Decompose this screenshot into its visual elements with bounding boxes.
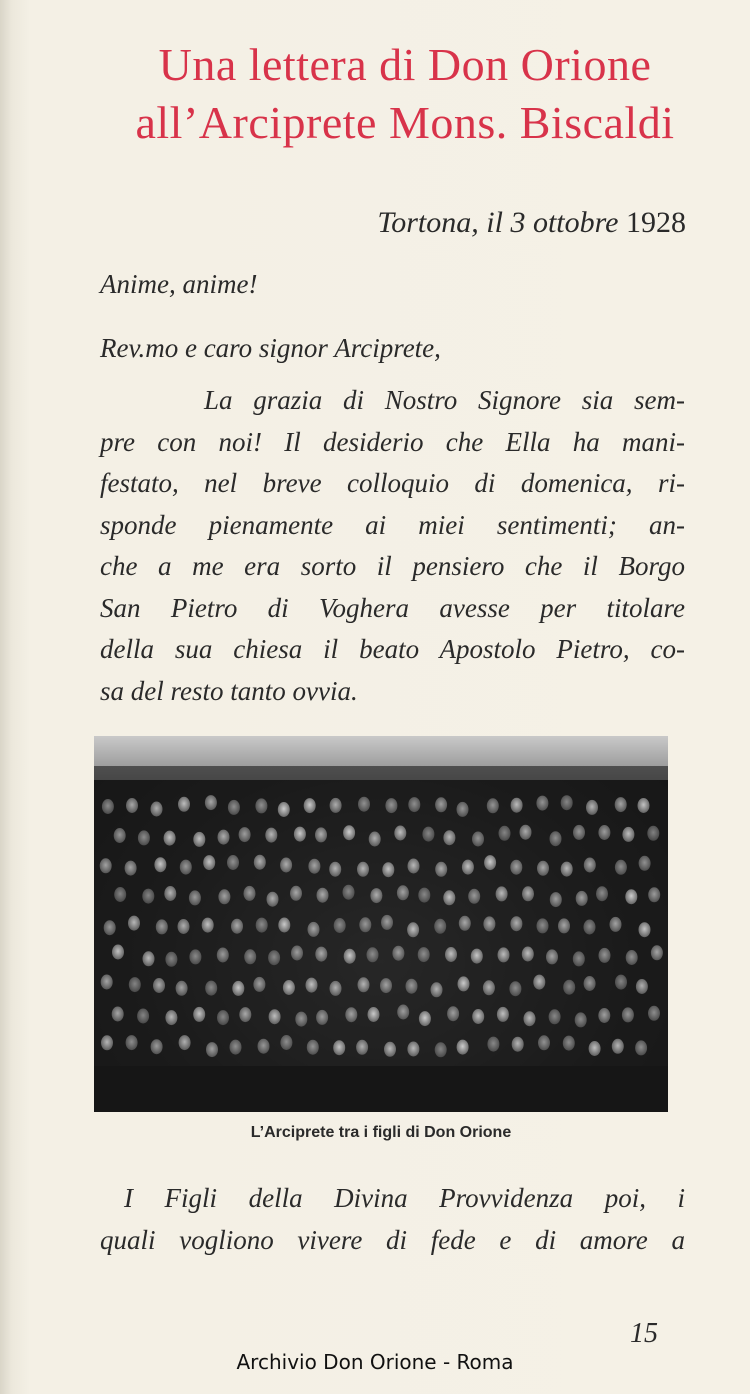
photo-face (536, 796, 548, 811)
photo-face (151, 802, 163, 817)
photo-face (586, 800, 598, 815)
photo-face (114, 828, 126, 843)
photo-face (443, 890, 455, 905)
photo-face (445, 947, 457, 962)
photo-face (306, 978, 318, 993)
photo-face (370, 888, 382, 903)
photo-face (278, 918, 290, 933)
photo-face (563, 1036, 575, 1051)
photo-face (422, 827, 434, 842)
photo-face (407, 922, 419, 937)
photo-face (511, 798, 523, 813)
photo-face (435, 797, 447, 812)
photo-face (538, 1035, 550, 1050)
photo-face (368, 1007, 380, 1022)
photo-face (447, 1006, 459, 1021)
photo-face (176, 981, 188, 996)
paragraph-line: della sua chiesa il beato Apostolo Pietro, co- (100, 634, 685, 664)
photo-face (487, 1037, 499, 1052)
photo-face (622, 827, 634, 842)
photo-face (471, 949, 483, 964)
photo-face (178, 919, 190, 934)
photo-face (612, 1039, 624, 1054)
photo-face (330, 798, 342, 813)
photo-face (269, 1009, 281, 1024)
paragraph-line: sponde pienamente ai miei sentimenti; an- (100, 509, 685, 540)
photo-face (561, 862, 573, 877)
paragraph-line: La grazia di Nostro Signore sia sem- (204, 385, 685, 415)
paragraph-line: I Figli della Divina Provvidenza poi, i (124, 1183, 685, 1213)
photo-face (280, 1035, 292, 1050)
photo-face (280, 858, 292, 873)
photo-face (268, 950, 280, 965)
photo-face (128, 916, 140, 931)
photo-face (459, 916, 471, 931)
photo-face (496, 886, 508, 901)
photo-face (112, 945, 124, 960)
photo-face (472, 1009, 484, 1024)
photo-face (537, 918, 549, 933)
photo-face (647, 826, 659, 841)
photo-face (599, 948, 611, 963)
photo-face (178, 797, 190, 812)
photo-face (610, 917, 622, 932)
photo-face (308, 859, 320, 874)
photo-face (367, 947, 379, 962)
photo-crowd-illustration (94, 736, 668, 1112)
photo-face (510, 860, 522, 875)
photo-face (205, 795, 217, 810)
photo-face (549, 1009, 561, 1024)
photo-face (333, 1040, 345, 1055)
photo-face (343, 825, 355, 840)
photo-face (636, 979, 648, 994)
photo-face (256, 918, 268, 933)
photo-face (189, 890, 201, 905)
photo-face (193, 832, 205, 847)
photo-face (418, 947, 430, 962)
photo-face (462, 860, 474, 875)
photo-face (394, 826, 406, 841)
photo-face (639, 856, 651, 871)
photo-face (143, 951, 155, 966)
photo-face (546, 949, 558, 964)
photo-face (499, 826, 511, 841)
photo-face (180, 860, 192, 875)
page-title (60, 36, 750, 152)
photo-face (648, 1006, 660, 1021)
photo-face (651, 945, 663, 960)
photo-face (407, 1042, 419, 1057)
photo-face (589, 1041, 601, 1056)
photo-face (584, 858, 596, 873)
photo-face (639, 922, 651, 937)
photo-face (156, 919, 168, 934)
photo-face (408, 797, 420, 812)
photo-face (290, 886, 302, 901)
photo-face (550, 892, 562, 907)
photo-face (283, 980, 295, 995)
photo-face (468, 889, 480, 904)
group-photo (94, 736, 668, 1112)
photo-face (205, 981, 217, 996)
photo-face (217, 948, 229, 963)
photo-face (384, 1042, 396, 1057)
photo-face (625, 889, 637, 904)
photo-face (258, 1039, 270, 1054)
title-line-2: all’Arciprete Mons. Biscaldi (135, 97, 675, 148)
photo-face (217, 1010, 229, 1025)
photo-face (189, 949, 201, 964)
photo-face (230, 1040, 242, 1055)
photo-face (330, 981, 342, 996)
photo-face (244, 949, 256, 964)
photo-face (295, 1012, 307, 1027)
photo-face (291, 946, 303, 961)
photo-face (142, 889, 154, 904)
paragraph-line: quali vogliono vivere di fede e di amore a (100, 1224, 685, 1255)
photo-face (317, 888, 329, 903)
photo-face (406, 979, 418, 994)
salutation-motto: Anime, anime! (100, 269, 258, 299)
photo-face (244, 886, 256, 901)
photo-face (584, 976, 596, 991)
photo-face (265, 828, 277, 843)
title-line-1: Una lettera di Don Orione (158, 39, 652, 90)
photo-face (510, 916, 522, 931)
photo-face (129, 977, 141, 992)
photo-face (573, 825, 585, 840)
photo-face (385, 798, 397, 813)
photo-face (253, 977, 265, 992)
photo-face (154, 857, 166, 872)
photo-face (369, 832, 381, 847)
photo-face (435, 1042, 447, 1057)
photo-face (356, 1040, 368, 1055)
photo-face (472, 832, 484, 847)
photo-face (357, 862, 369, 877)
photo-face (418, 888, 430, 903)
photo-face (558, 918, 570, 933)
photo-face (239, 1007, 251, 1022)
page-number: 15 (630, 1318, 658, 1349)
photo-face (304, 798, 316, 813)
photo-face (596, 886, 608, 901)
photo-face (382, 862, 394, 877)
photo-face (397, 885, 409, 900)
paragraph-line: sa del resto tanto ovvia. (100, 675, 358, 706)
dateline-place-date: Tortona, il 3 ottobre (377, 206, 619, 239)
photo-face (255, 798, 267, 813)
photo-face (315, 947, 327, 962)
photo-face (498, 947, 510, 962)
photo-face (203, 855, 215, 870)
photo-face (278, 802, 290, 817)
photo-face (622, 1007, 634, 1022)
photo-face (575, 1012, 587, 1027)
photo-face (408, 859, 420, 874)
photo-face (435, 862, 447, 877)
photo-face (218, 830, 230, 845)
photo-face (487, 798, 499, 813)
photo-face (125, 861, 137, 876)
photo-face (533, 975, 545, 990)
photo-face (231, 919, 243, 934)
photo-face (315, 827, 327, 842)
photo-face (193, 1007, 205, 1022)
photo-face (615, 860, 627, 875)
photo-face (126, 1035, 138, 1050)
photo-face (615, 975, 627, 990)
photo-face (112, 1007, 124, 1022)
photo-face (334, 918, 346, 933)
photo-face (126, 798, 138, 813)
photo-face (458, 976, 470, 991)
photo-face (509, 981, 521, 996)
photo-face (239, 827, 251, 842)
photo-face (584, 920, 596, 935)
photo-face (138, 830, 150, 845)
photo-face (358, 977, 370, 992)
photo-face (101, 1035, 113, 1050)
dateline-year: 1928 (626, 206, 686, 239)
photo-face (345, 1007, 357, 1022)
photo-face (598, 825, 610, 840)
paragraph-line: San Pietro di Voghera avesse per titolare (100, 592, 685, 623)
photo-face (164, 886, 176, 901)
paragraph-1 (100, 380, 685, 712)
photo-face (457, 802, 469, 817)
photo-face (165, 1010, 177, 1025)
photo-face (397, 1005, 409, 1020)
photo-face (484, 855, 496, 870)
photo-face (267, 892, 279, 907)
archive-footer: Archivio Don Orione - Roma (236, 1350, 514, 1374)
paragraph-2 (100, 1178, 685, 1261)
photo-caption: L’Arciprete tra i figli di Don Orione (250, 1124, 512, 1141)
photo-face (104, 920, 116, 935)
photo-face (358, 797, 370, 812)
photo-face (483, 980, 495, 995)
paragraph-line: che a me era sorto il pensiero che il Borgo (100, 551, 685, 581)
photo-face (294, 827, 306, 842)
photo-face (218, 889, 230, 904)
photo-face (232, 981, 244, 996)
photo-face (648, 887, 660, 902)
photo-face (381, 915, 393, 930)
photo-face (497, 1007, 509, 1022)
photo-face (165, 952, 177, 967)
photo-face (380, 978, 392, 993)
photo-face (202, 918, 214, 933)
photo-face (254, 855, 266, 870)
photo-face (114, 887, 126, 902)
photo-face (626, 950, 638, 965)
photo-face (576, 891, 588, 906)
photo-face (164, 831, 176, 846)
photo-face (483, 916, 495, 931)
salutation: Rev.mo e caro signor Arciprete, (100, 333, 441, 363)
photo-face (308, 922, 320, 937)
dateline (377, 206, 686, 240)
photo-face (151, 1039, 163, 1054)
photo-face (524, 1011, 536, 1026)
photo-face (561, 795, 573, 810)
photo-face (431, 982, 443, 997)
photo-face (102, 799, 114, 814)
photo-face (537, 861, 549, 876)
photo-face (598, 1008, 610, 1023)
photo-face (522, 886, 534, 901)
photo-face (227, 855, 239, 870)
photo-face (153, 978, 165, 993)
photo-face (343, 885, 355, 900)
photo-face (434, 919, 446, 934)
photo-face (101, 975, 113, 990)
paragraph-line: pre con noi! Il desiderio che Ella ha mani- (100, 426, 685, 457)
photo-face (137, 1009, 149, 1024)
photo-face (359, 917, 371, 932)
photo-face (457, 1040, 469, 1055)
photo-face (316, 1010, 328, 1025)
photo-face (550, 831, 562, 846)
photo-face (329, 862, 341, 877)
photo-face (635, 1040, 647, 1055)
paragraph-line: festato, nel breve colloquio di domenica, ri- (100, 468, 685, 498)
photo-face (443, 830, 455, 845)
photo-face (563, 980, 575, 995)
photo-face (344, 949, 356, 964)
photo-face (520, 825, 532, 840)
photo-face (392, 946, 404, 961)
photo-face (638, 798, 650, 813)
photo-face (179, 1035, 191, 1050)
photo-face (512, 1037, 524, 1052)
photo-face (206, 1042, 218, 1057)
photo-face (522, 947, 534, 962)
photo-face (228, 800, 240, 815)
photo-face (419, 1011, 431, 1026)
photo-face (100, 858, 112, 873)
photo-face (615, 797, 627, 812)
photo-face (307, 1040, 319, 1055)
photo-face (573, 951, 585, 966)
